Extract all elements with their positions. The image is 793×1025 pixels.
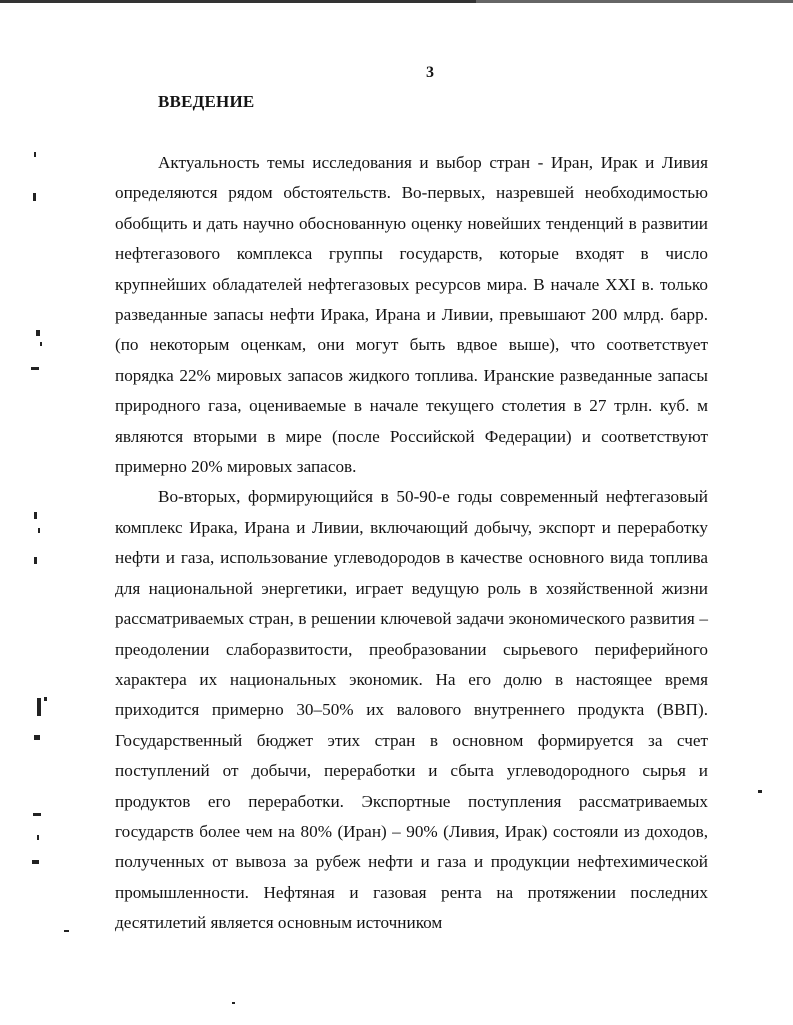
section-heading: ВВЕДЕНИЕ	[158, 92, 255, 111]
scan-top-edge	[0, 0, 793, 3]
paragraph-2: Во-вторых, формирующийся в 50-90-е годы современный нефтегазовый комплекс Ирака, Ирана и Ливии, включающий добычу, экспорт и переработку нефти и газа, использование углеводородов в качестве основного вида топлива для национальной энергетики, играет ведущую роль в хозяйственной жизни рассматриваемых стран, в решении ключевой задачи экономического развития – преодолении слаборазвитости, преобразовании сырьевого периферийного характера их национальных экономик. На его долю в настоящее время приходится примерно 30–50% их валового внутреннего продукта (ВВП). Государственный бюджет этих стран в основном формируется за счет поступлений от добычи, переработки и сбыта углеводородного сырья и продуктов его переработки. Экспортные поступления рассматриваемых государств более чем на 80% (Иран) – 90% (Ливия, Ирак) состояли из доходов, полученных от вывоза за рубеж нефти и газа и продукции нефтехимической промышленности. Нефтяная и газовая рента на протяжении последних десятилетий является основным источником	[115, 487, 708, 933]
page-number: 3	[426, 64, 434, 81]
paragraph-1: Актуальность темы исследования и выбор стран - Иран, Ирак и Ливия определяются рядом обстоятельств. Во-первых, назревшей необходимостью обобщить и дать научно обоснованную оценку новейших тенденций в развитии нефтегазового комплекса группы государств, которые входят в число крупнейших обладателей нефтегазовых ресурсов мира. В начале XXI в. только разведанные запасы нефти Ирака, Ирана и Ливии, превышают 200 млрд. барр. (по некоторым оценкам, они могут быть вдвое выше), что соответствует порядка 22% мировых запасов жидкого топлива. Иранские разведанные запасы природного газа, оцениваемые в начале текущего столетия в 27 трлн. куб. м являются вторыми в мире (после Российской Федерации) и соответствуют примерно 20% мировых запасов.	[115, 153, 708, 477]
body-text	[115, 148, 708, 939]
